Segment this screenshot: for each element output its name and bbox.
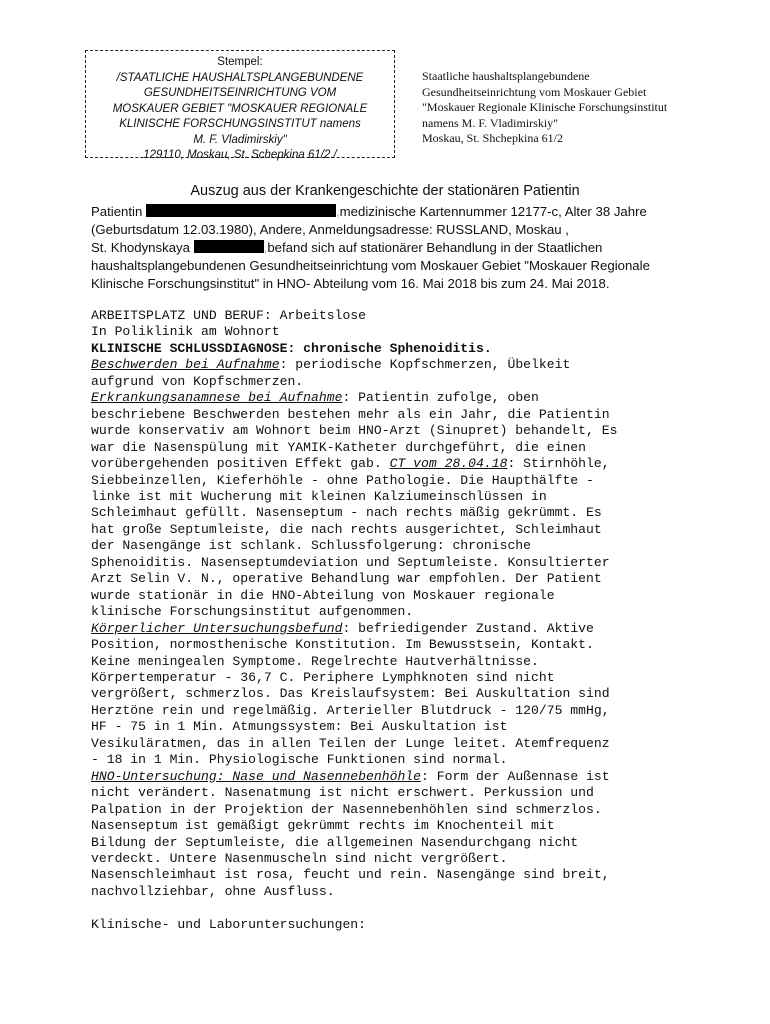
intro-line-4: haushaltsplangebundenen Gesundheitseinrichtung vom Moskauer Gebiet "Moskauer Regionale (91, 258, 650, 273)
complaints-heading: Beschwerden bei Aufnahme (91, 357, 280, 373)
hno-text: : Form der Außennase ist (421, 768, 610, 784)
anamnesis-line: wurde konservativ am Wohnort beim HNO-Arzt (Sinupret) behandelt, Es (91, 423, 618, 439)
stamp-line: KLINISCHE FORSCHUNGSINSTITUT namens (119, 118, 361, 130)
hno-line: Palpation in der Projektion der Nasennebenhöhlen sind schmerzlos. (91, 801, 602, 817)
document-title: Auszug aus der Krankengeschichte der stationären Patientin (190, 183, 580, 199)
header-line: Staatliche haushaltsplangebundene (422, 69, 590, 83)
stamp-line: GESUNDHEITSEINRICHTUNG VOM (143, 87, 337, 99)
anamnesis-line: Arzt Selin V. N., operative Behandlung war empfohlen. Der Patient (91, 571, 602, 587)
poliklinik-line: In Poliklinik am Wohnort (91, 324, 280, 340)
hno-line (91, 769, 751, 785)
exam-heading: Körperlicher Untersuchungsbefund (91, 620, 343, 636)
intro-line-3: St. Khodynskaya ,befand sich auf stationärer Behandlung in der Staatlichen (91, 240, 603, 255)
redacted-name (146, 204, 336, 217)
anamnesis-line: hat große Septumleiste, die nach rechts ausgerichtet, Schleimhaut (91, 521, 602, 537)
work-line: ARBEITSPLATZ UND BERUF: Arbeitslose (91, 308, 367, 323)
intro-text: St. Khodynskaya (91, 240, 194, 255)
exam-line: - 18 in 1 Min. Physiologische Funktionen sind normal. (91, 752, 508, 768)
lab-heading: Klinische- und Laboruntersuchungen: (91, 916, 367, 932)
exam-line: HF - 75 in 1 Min. Atmungssystem: Bei Auskultation ist (91, 719, 508, 735)
blank-line (91, 900, 751, 916)
complaints-text: : periodische Kopfschmerzen, Übelkeit (279, 357, 571, 373)
intro-paragraph (91, 203, 741, 293)
hno-line: Nasenschleimhaut ist rosa, feucht und rein. Nasengänge sind breit, (91, 867, 610, 883)
stamp-line: 129110, Moskau, St. Schepkina 61/2./ (143, 149, 337, 161)
medical-record-body (91, 308, 751, 933)
stamp-line: /STAATLICHE HAUSHALTSPLANGEBUNDENE (116, 71, 364, 84)
anamnesis-line: Siebbeinzellen, Kieferhöhle - ohne Pathologie. Die Haupthälfte - (91, 472, 594, 488)
anamnesis-ct-line (91, 456, 751, 472)
header-line: "Moskauer Regionale Klinische Forschungsinstitut (422, 100, 668, 114)
exam-text: : befriedigender Zustand. Aktive (342, 620, 594, 636)
stamp-line: M. F. Vladimirskiy" (193, 133, 287, 146)
anamnesis-text: : Stirnhöhle, (507, 456, 610, 472)
anamnesis-line: beschriebene Beschwerden bestehen mehr als ein Jahr, die Patientin (91, 406, 610, 422)
hno-heading: HNO-Untersuchung: Nase und Nasennebenhöhle (91, 768, 422, 784)
exam-line: Vesikuläratmen, das in allen Teilen der Lunge leitet. Atemfrequenz (91, 735, 610, 751)
intro-line-1: Patientin ,medizinische Kartennummer 12177-c, Alter 38 Jahre (91, 204, 647, 219)
exam-line: Herztöne rein und regelmäßig. Arterieller Blutdruck - 120/75 mmHg, (91, 702, 610, 718)
anamnesis-line: klinische Forschungsinstitut aufgenommen. (91, 604, 414, 620)
anamnesis-text: vorübergehenden positiven Effekt gab. (91, 456, 390, 472)
final-diagnosis: KLINISCHE SCHLUSSDIAGNOSE: chronische Sphenoiditis. (91, 340, 492, 356)
stamp-box (85, 50, 395, 161)
anamnesis-line: der Nasengänge ist schlank. Schlussfolgerung: chronische (91, 538, 532, 554)
exam-line: Position, normosthenische Konstitution. Im Bewusstsein, Kontakt. (91, 637, 594, 653)
header-line: namens M. F. Vladimirskiy" (422, 115, 559, 130)
header-line: Gesundheitseinrichtung vom Moskauer Gebiet (422, 84, 647, 99)
exam-line: Keine meningealen Symptome. Regelrechte Hautverhältnisse. (91, 653, 539, 669)
hno-line: verdeckt. Untere Nasenmuscheln sind nicht vergrößert. (91, 850, 508, 866)
hno-line: Nasenseptum ist gemäßigt gekrümmt rechts im Knochenteil mit (91, 818, 555, 834)
anamnesis-line: wurde stationär in die HNO-Abteilung von Moskauer regionale (91, 587, 555, 603)
exam-line (91, 621, 751, 637)
anamnesis-line: war die Nasenspülung mit YAMIK-Katheter durchgeführt, die einen (91, 439, 587, 455)
intro-line-2: (Geburtsdatum 12.03.1980), Andere, Anmeldungsadresse: RUSSLAND, Moskau , (91, 222, 569, 237)
ct-heading: CT vom 28.04.18 (389, 456, 508, 472)
exam-line: Körpertemperatur - 36,7 C. Periphere Lymphknoten sind nicht (91, 669, 555, 685)
complaints-line-2: aufgrund von Kopfschmerzen. (91, 373, 304, 389)
anamnesis-text: : Patientin zufolge, oben (342, 390, 539, 406)
anamnesis-heading: Erkrankungsanamnese bei Aufnahme (91, 390, 343, 406)
intro-line-5: Klinische Forschungsinstitut" in HNO- Abteilung vom 16. Mai 2018 bis zum 24. Mai 2018. (91, 276, 610, 291)
hno-line: Bildung der Septumleiste, die allgemeinen Nasendurchgang nicht (91, 834, 579, 850)
redacted-address (194, 240, 264, 253)
intro-text: befand sich auf stationärer Behandlung in der Staatlichen (267, 240, 603, 255)
header-line: Moskau, St. Shchepkina 61/2 (422, 131, 563, 145)
anamnesis-line: Schleimhaut gefüllt. Nasenseptum - nach rechts mäßig gekrümmt. Es (91, 505, 602, 521)
anamnesis-line (91, 390, 751, 406)
complaints-line (91, 357, 751, 373)
institution-header (422, 69, 742, 147)
stamp-line: MOSKAUER GEBIET "MOSKAUER REGIONALE (112, 102, 368, 115)
hno-line: nicht verändert. Nasenatmung ist nicht erschwert. Perkussion und (91, 785, 594, 801)
intro-text: medizinische Kartennummer 12177-c, Alter 38 Jahre (339, 204, 647, 219)
anamnesis-line: linke ist mit Wucherung mit kleinen Kalziumeinschlüssen in (91, 488, 547, 504)
hno-line: nachvollziehbar, ohne Ausfluss. (91, 883, 335, 899)
exam-line: vergrößert, schmerzlos. Das Kreislaufsystem: Bei Auskultation sind (91, 686, 610, 702)
intro-text: Patientin (91, 204, 146, 219)
anamnesis-line: Sphenoiditis. Nasenseptumdeviation und Septumleiste. Konsultierter (91, 554, 610, 570)
stamp-title: Stempel: (217, 56, 263, 68)
